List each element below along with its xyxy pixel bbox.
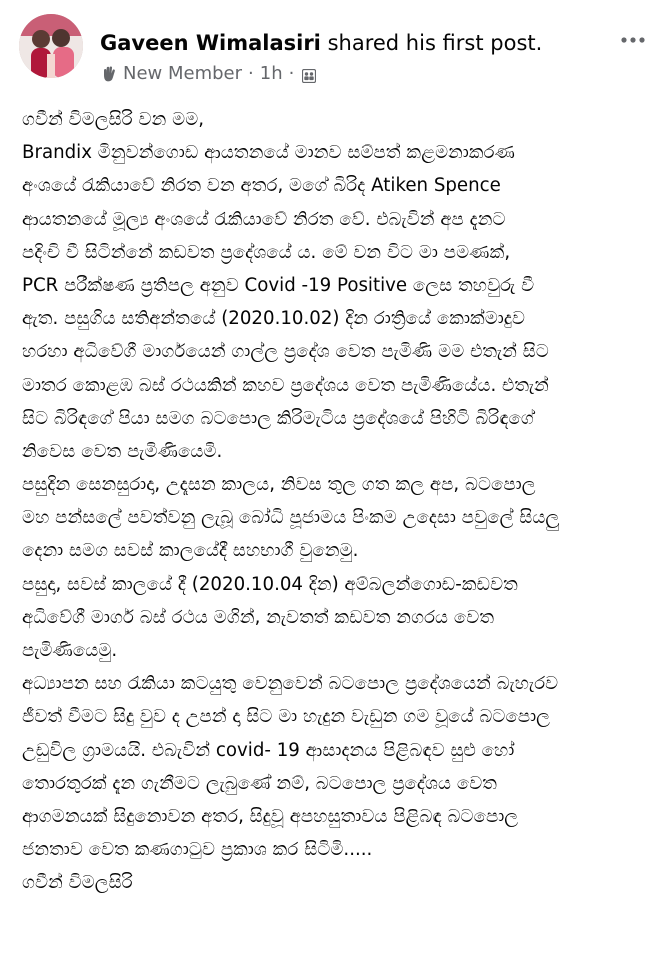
member-badge: New Member <box>123 63 243 84</box>
post-line: පැමිණියෙමු. <box>22 640 118 661</box>
post-meta <box>100 63 316 85</box>
group-audience-icon[interactable] <box>302 67 316 81</box>
post-line: හරහා අධිවේගී මාර්ගයෙන් ගාල්ල ප්‍රදේශ වෙත පැමිණි මම එතැන් සිට <box>22 341 549 363</box>
post-action-text: shared his first post. <box>327 31 543 55</box>
post-body <box>22 103 652 900</box>
post-line: ආගමනයක් සිදුනොවන අතර, සිදුවූ අපහසුතාවය පිළිබඳ බටපොල <box>22 805 519 827</box>
post-line: පසුදින සෙනසුරාදා, උදෑසන කාලය, නිවස තුල ගත කල අප, බටපොල <box>22 474 536 496</box>
post-line: මාතර කොළඹ බස් රථයකින් කහව ප්‍රදේශය වෙත පැමිණියේය. එතැන් <box>22 374 549 396</box>
post-header <box>0 0 670 100</box>
post-signature: ගවීන් විමලසිරි <box>22 872 133 894</box>
meta-separator-2: · <box>288 63 295 84</box>
avatar-image <box>19 14 83 78</box>
post-line: උඩුවිල ග්‍රාමයයි. එබැවින් covid- 19 ආසාදනය පිළිබඳව සුළු හෝ <box>22 739 515 761</box>
more-options-icon <box>616 30 650 50</box>
post-line: Brandix මිනුවන්ගොඩ ආයතනයේ මානව සම්පත් කළමනාකරණ <box>22 142 516 164</box>
post-line: ජනතාව වෙත කණගාටුව ප්‍රකාශ කර සිටිමි..... <box>22 839 373 861</box>
post-line: අධ්‍යාපන සහ රැකියා කටයුතු වෙනුවෙන් බටපොල ප්‍රදේශයෙන් බැහැරව <box>22 673 559 695</box>
author-line <box>100 30 542 56</box>
post-line: ආයතනයේ මූල්‍ය අංශයේ රැකියාවේ නිරත වේ. එබැවින් අප දැනට <box>22 208 506 230</box>
post-line: තොරතුරක් දැන ගැනීමට ලැබුණේ නම්, බටපොල ප්‍රදේශය වෙත <box>22 772 498 794</box>
post-line: නිවෙස වෙත පැමිණියෙමි. <box>22 440 223 462</box>
post-line: මහ පන්සලේ පවත්වනු ලැබූ බෝධි පූජාමය පිංකම උදෙසා පවුලේ සියලු <box>22 507 560 529</box>
post-line: පසුදා, සවස් කාලයේ දී (2020.10.04 දින) අම්බලන්ගොඩ-කඩවත <box>22 573 518 595</box>
post-line: පදිංචි වී සිටින්නේ කඩවත ප්‍රදේශයේ ය. මේ වන විට මා පමණක්, <box>22 241 511 263</box>
waving-hand-icon <box>100 65 118 83</box>
author-name[interactable]: Gaveen Wimalasiri <box>100 31 321 55</box>
avatar[interactable] <box>19 14 83 78</box>
post-line: ඇත. පසුගිය සතිඅන්තයේ (2020.10.02) දින රාත්‍රියේ කොක්මාදුව <box>22 308 526 330</box>
post-time[interactable]: 1h <box>259 63 283 84</box>
post-line: ගවීන් විමලසිරි වන මම, <box>22 109 205 130</box>
post-line: PCR පරීක්ෂණ ප්‍රතිපල අනුව Covid -19 Positive ලෙස තහවුරු වී <box>22 274 535 296</box>
more-options-button[interactable] <box>616 30 650 50</box>
post-line: ජීවත් වීමට සිදු වුව ද උපන් දා සිට මා හැදුන වැඩුන ගම වූයේ බටපොල <box>22 706 551 728</box>
post-line: අධිවේගී මාර්ග බස් රථය මගින්, නැවතත් කඩවත නගරය වෙත <box>22 606 495 628</box>
post-line: අංශයේ රැකියාවේ නිරත වන අතර, මගේ බිරිද Atiken Spence <box>22 175 501 197</box>
meta-separator: · <box>248 63 254 84</box>
post-line: දෙනා සමග සවස් කාලයේදී සහභාගී වුනෙමු. <box>22 540 359 562</box>
post-line: සිට බිරිඳගේ පියා සමග බටපොල කිරිමැටිය ප්‍රදේශයේ පිහිටි බිරිඳගේ <box>22 407 534 429</box>
